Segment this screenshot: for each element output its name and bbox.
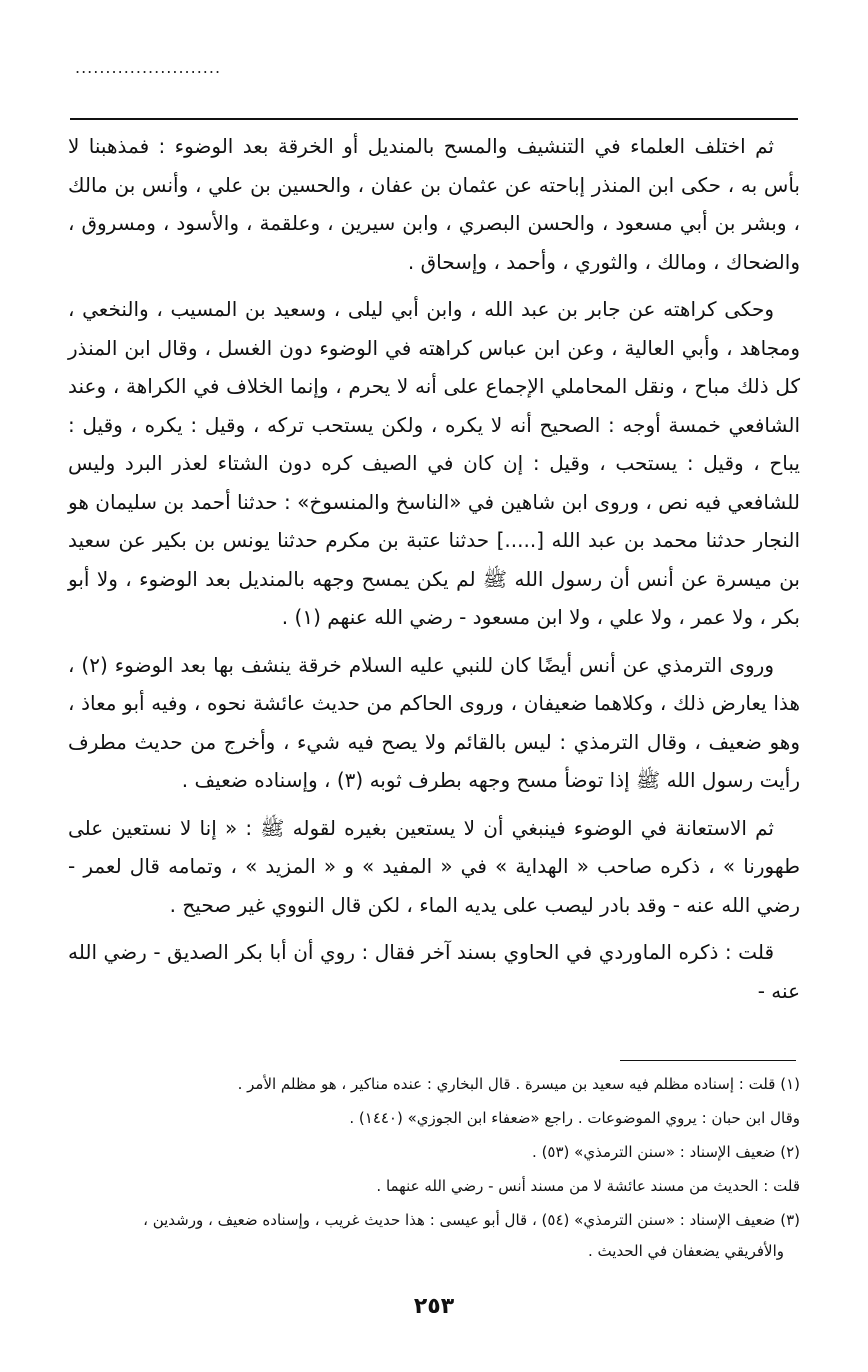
paragraph-dislike-narrations: وحكى كراهته عن جابر بن عبد الله ، وابن أبي ليلى ، وسعيد بن المسيب ، والنخعي ، ومجاهد ، وأبي العالية ، وعن ابن عباس كراهته في الوضوء دون الغسل ، وقال ابن المنذر كل ذلك مباح ، ونقل المحاملي الإجماع على أنه لا يحرم ، وإنما الخلاف في الكراهة ، وعند الشافعي خمسة أوجه : الصحيح أنه لا يكره ، ولكن يستحب تركه ، وقيل : يكره ، وقيل : يباح ، وقيل : يستحب ، وقيل : إن كان في الصيف كره دون الشتاء لعذر البرد وليس للشافعي فيه نص ، وروى ابن شاهين في «الناسخ والمنسوخ» : حدثنا أحمد بن سليمان هو النجار حدثنا محمد بن عبد الله [.....] حدثنا عتبة بن مكرم حدثنا يونس بن بكير عن سعيد بن ميسرة عن أنس أن رسول الله ﷺ لم يكن يمسح وجهه بالمنديل بعد الوضوء ، ولا أبو بكر ، ولا عمر ، ولا علي ، ولا ابن مسعود - رضي الله عنهم (١) . bbox=[68, 297, 800, 629]
footnote-2-continued bbox=[68, 1171, 800, 1202]
footnotes bbox=[68, 1069, 800, 1285]
footnote-1-line-1: (١) قلت : إسناده مظلم فيه سعيد بن ميسرة . قال البخاري : عنده مناكير ، هو مظلم الأمر . bbox=[237, 1075, 800, 1093]
paragraph-tirmidhi-narration: وروى الترمذي عن أنس أيضًا كان للنبي عليه السلام خرقة ينشف بها بعد الوضوء (٢) ، هذا يعارض ذلك ، وكلاهما ضعيفان ، وروى الحاكم من حديث عائشة نحوه ، وفيه أبو معاذ ، وهو ضعيف ، وقال الترمذي : ليس بالقائم ولا يصح فيه شيء ، وأخرج من حديث مطرف رأيت رسول الله ﷺ إذا توضأ مسح وجهه بطرف ثوبه (٣) ، وإسناده ضعيف . bbox=[68, 652, 800, 792]
paragraph-drying-after-ablution: ثم اختلف العلماء في التنشيف والمسح بالمنديل أو الخرقة بعد الوضوء : فمذهبنا لا بأس به ، حكى ابن المنذر إباحته عن عثمان بن عفان ، والحسين بن علي ، وأنس بن مالك ، وبشر بن أبي مسعود ، والحسن البصري ، وابن سيرين ، وعلقمة ، والأسود ، ومسروق ، والضحاك ، ومالك ، والثوري ، وأحمد ، وإسحاق . bbox=[68, 134, 800, 274]
paragraph-seeking-help: ثم الاستعانة في الوضوء فينبغي أن لا يستعين بغيره لقوله ﷺ : « إنا لا نستعين على طهورنا » ، ذكره صاحب « الهداية » في « المفيد » و « المزيد » ، وتمامه قال لعمر - رضي الله عنه - وقد بادر ليصب على يديه الماء ، لكن قال النووي غير صحيح . bbox=[68, 815, 800, 917]
footnote-1 bbox=[68, 1069, 800, 1100]
footnote-3 bbox=[68, 1205, 800, 1267]
footnote-3-line-2: والأفريقي يضعفان في الحديث . bbox=[588, 1242, 784, 1260]
main-text bbox=[68, 127, 800, 1027]
footnote-2 bbox=[68, 1137, 800, 1168]
paragraph-mawardi: قلت : ذكره الماوردي في الحاوي بسند آخر فقال : روي أن أبا بكر الصديق - رضي الله عنه - bbox=[68, 940, 800, 1003]
page-number: ٢٥٣ bbox=[413, 1294, 455, 1319]
header-rule bbox=[70, 118, 798, 120]
running-header-dots: ........................ bbox=[75, 58, 222, 77]
footnote-separator bbox=[620, 1060, 796, 1061]
footnote-2-line-2: قلت : الحديث من مسند عائشة لا من مسند أنس - رضي الله عنهما . bbox=[376, 1177, 800, 1195]
footnote-1-line-2: وقال ابن حبان : يروي الموضوعات . راجع «ضعفاء ابن الجوزي» (١٤٤٠) . bbox=[349, 1109, 800, 1127]
footnote-1-continued bbox=[68, 1103, 800, 1134]
footnote-2-line-1: (٢) ضعيف الإسناد : «سنن الترمذي» (٥٣) . bbox=[532, 1143, 800, 1161]
footnote-3-line-1: (٣) ضعيف الإسناد : «سنن الترمذي» (٥٤) ، قال أبو عيسى : هذا حديث غريب ، وإسناده ضعيف ، ورشدين ، bbox=[143, 1211, 800, 1229]
